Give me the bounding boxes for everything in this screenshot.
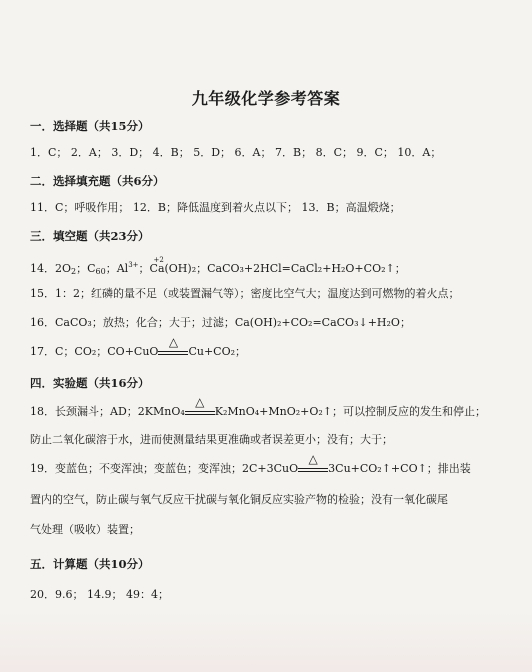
- heat-condition-arrow: [158, 335, 188, 355]
- answers-choice: 1．C； 2．A； 3．D； 4．B； 5．D； 6．A； 7．B； 8．C； 9．C； 10．A；: [30, 146, 442, 159]
- q14-oxidation-ca: [149, 256, 164, 276]
- q18-part1: 18．长颈漏斗；AD；2KMnO₄: [30, 405, 185, 418]
- heat-triangle-icon: △: [168, 335, 179, 349]
- section-heading-calculation: 五．计算题（共10分）: [30, 557, 150, 571]
- answer-q19: [30, 452, 471, 476]
- section-heading-experiment: 四．实验题（共16分）: [30, 376, 150, 390]
- q19-part1: 19．变蓝色；不变浑浊；变蓝色；变浑浊；2C+3CuO: [30, 462, 299, 475]
- answer-q17: [30, 335, 246, 359]
- q14-part5: a(OH)₂；CaCO₃+2HCl=CaCl₂+H₂O+CO₂↑；: [157, 262, 406, 275]
- answer-q14: [30, 258, 406, 279]
- q14-part1: 14．2O: [30, 262, 72, 275]
- heat-condition-arrow: [298, 452, 328, 472]
- equals-bar: [185, 411, 215, 415]
- section-heading-choice: 一．选择题（共15分）: [30, 119, 150, 133]
- answers-q11-13: 11．C；呼吸作用； 12．B；降低温度到着火点以下； 13．B；高温煅烧；: [30, 201, 401, 214]
- section-heading-fill-choice: 二．选择填充题（共6分）: [30, 174, 165, 188]
- answer-q19-line3: 气处理（吸收）装置；: [30, 523, 140, 536]
- q14-sup3: 3+: [128, 261, 139, 269]
- paper-stain: [0, 612, 532, 672]
- answer-q15: 15．1：2；红磷的量不足（或装置漏气等）；密度比空气大；温度达到可燃物的着火点；: [30, 287, 460, 300]
- heat-triangle-icon: △: [308, 452, 318, 466]
- q17-part2: Cu+CO₂；: [188, 345, 246, 358]
- answer-q18: [30, 395, 487, 419]
- q14-sub2: 2: [71, 267, 77, 276]
- heat-triangle-icon: △: [195, 395, 205, 409]
- q18-part2: K₂MnO₄+MnO₂+O₂↑；可以控制反应的发生和停止；: [214, 405, 487, 418]
- answer-q18-line2: 防止二氧化碳溶于水，进而使测量结果更准确或者误差更小；没有；大于；: [30, 433, 393, 446]
- q14-sub60: 60: [95, 267, 106, 276]
- page-title: 九年级化学参考答案: [191, 89, 341, 108]
- section-heading-fill: 三．填空题（共23分）: [30, 229, 150, 243]
- answer-q20: 20．9.6； 14.9； 49：4；: [30, 588, 169, 601]
- answer-q16: 16．CaCO₃；放热；化合；大于；过滤；Ca(OH)₂+CO₂=CaCO₃↓+H₂O；: [30, 316, 411, 329]
- q14-ca-letter: C: [149, 262, 158, 275]
- heat-condition-arrow: [185, 395, 215, 415]
- equals-bar: [298, 468, 328, 472]
- q14-part3: ；Al: [105, 262, 129, 275]
- answer-q19-line2: 置内的空气，防止碳与氧气反应干扰碳与氧化铜反应实验产物的检验；没有一氧化碳尾: [30, 493, 448, 506]
- q19-part2: 3Cu+CO₂↑+CO↑；排出装: [328, 462, 471, 475]
- q14-oxidation-number: +2: [153, 256, 164, 264]
- q17-part1: 17．C；CO₂；CO+CuO: [30, 345, 159, 358]
- q14-part2: ；C: [76, 262, 96, 275]
- q14-part4: ；: [138, 262, 150, 275]
- equals-bar: [158, 351, 188, 355]
